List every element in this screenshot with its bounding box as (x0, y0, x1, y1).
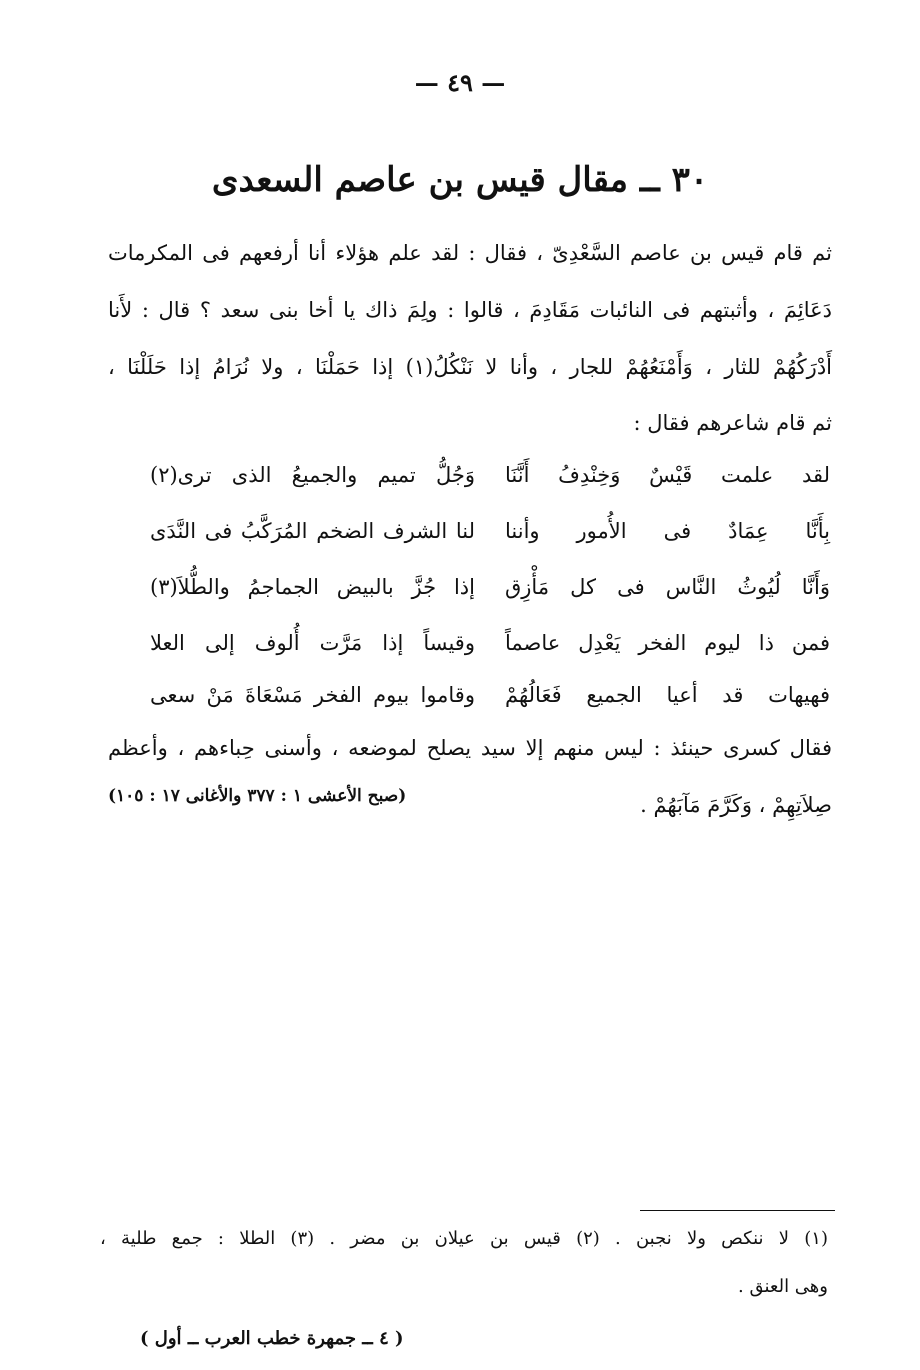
prose-line: أَدْرَكُهُمْ للثار ، وَأَمْنَعُهُمْ للجار ، وأنا لا نَنْكُلُ(١) إذا حَمَلْنَا ، ولا نُرَامُ إذا حَلَلْنَا ، (108, 355, 833, 379)
verse-second-hemistich: وَجُلُّ تميم والجميعُ الذى ترى(٢) (150, 463, 475, 487)
verse-second-hemistich: وقاموا بيوم الفخر مَسْعَاةَ مَنْ سعى (150, 683, 475, 707)
verse-first-hemistich: فهيهات قد أعيا الجميع فَعَالُهُمْ (505, 683, 830, 707)
verse-first-hemistich: بِأَنَّا عِمَادٌ فى الأُمور وأننا (505, 519, 830, 543)
verse-line (150, 518, 830, 554)
closing-line: صِلاَتِهِمْ ، وَكَرَّمَ مَآبَهُمْ . (640, 793, 832, 817)
verse-first-hemistich: لقد علمت قَيْسٌ وَخِنْدِفُ أَنَّنَا (505, 463, 830, 487)
footnote-line: وهى العنق . (738, 1276, 828, 1297)
verse-line (150, 682, 830, 718)
verse-first-hemistich: وَأَنَّا لُيُوثُ النَّاس فى كل مَأْزِق (505, 575, 830, 599)
verse-second-hemistich: إذا جُزَّ بالبيض الجماجمُ والطُّلاَ(٣) (150, 575, 475, 599)
prose-line: ثم قام قيس بن عاصم السَّعْدِىّ ، فقال : لقد علم هؤلاء أنا أرفعهم فى المكرمات (108, 241, 832, 265)
footnote-line: (١) لا ننكص ولا نجبن . (٢) قيس بن عيلان بن مضر . (٣) الطلا : جمع طلية ، (100, 1228, 828, 1249)
verse-line (150, 630, 830, 666)
footnote-divider (640, 1210, 835, 1211)
page-number: — ٤٩ — (414, 68, 506, 97)
prose-line: ثم قام شاعرهم فقال : (633, 411, 832, 435)
verse-first-hemistich: فمن ذا ليوم الفخر يَعْدِل عاصماً (505, 631, 830, 655)
closing-line: فقال كسرى حينئذ : ليس منهم إلا سيد يصلح لموضعه ، وأسنى حِباءهم ، وأعظم (108, 736, 832, 760)
verse-second-hemistich: لنا الشرف الضخم المُرَكَّبُ فى النَّدَى (150, 519, 475, 543)
book-signature: ( ٤ ــ جمهرة خطب العرب ــ أول ) (140, 1328, 404, 1349)
source-citation: (صبح الأعشى ١ : ٣٧٧ والأغانى ١٧ : ١٠٥) (108, 786, 407, 806)
prose-line: دَعَائِمَ ، وأثبتهم فى النائبات مَقَادِمَ ، قالوا : ولِمَ ذاك يا أخا بنى سعد ؟ قال : لأَنا (108, 298, 832, 322)
verse-line (150, 574, 830, 610)
section-title: ٣٠ ــ مقال قيس بن عاصم السعدى (211, 160, 709, 200)
verse-second-hemistich: وقيساً إذا مَرَّت أُلوف إلى العلا (150, 631, 475, 655)
verse-line (150, 462, 830, 498)
